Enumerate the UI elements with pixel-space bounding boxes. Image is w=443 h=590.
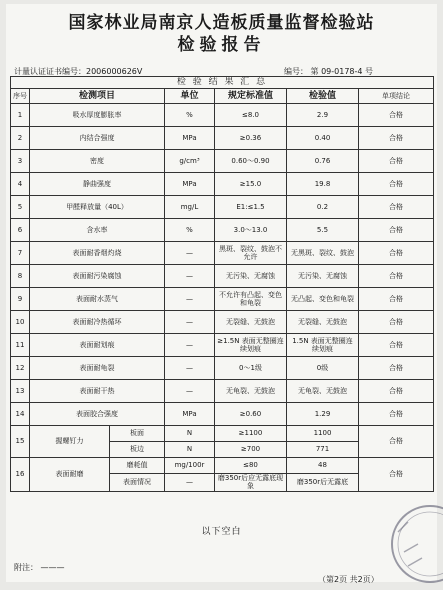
blank-below-note: 以下空白 xyxy=(201,527,242,537)
row-judgement: 合格 xyxy=(359,458,434,492)
row-unit: mg/L xyxy=(165,196,215,219)
row-seq: 14 xyxy=(11,403,30,426)
row-unit: — xyxy=(165,311,215,334)
table-row xyxy=(11,173,434,196)
summary-title: 检 验 结 果 汇 总 xyxy=(11,77,434,89)
row-item: 含水率 xyxy=(30,219,165,242)
row-judgement: 合格 xyxy=(359,311,434,334)
row-unit: g/cm³ xyxy=(165,150,215,173)
row-judgement: 合格 xyxy=(359,242,434,265)
row-value: 0.2 xyxy=(287,196,359,219)
row-spec: ≥700 xyxy=(215,442,287,458)
row-seq: 11 xyxy=(11,334,30,357)
row-item: 表面耐干热 xyxy=(30,380,165,403)
row-spec: ≥0.36 xyxy=(215,127,287,150)
row-seq: 1 xyxy=(11,104,30,127)
row-subitem: 板面 xyxy=(110,426,165,442)
row-judgement: 合格 xyxy=(359,219,434,242)
row-seq: 13 xyxy=(11,380,30,403)
row-judgement: 合格 xyxy=(359,426,434,458)
row-spec: ≥15.0 xyxy=(215,173,287,196)
seal-image xyxy=(378,492,443,586)
row-spec: E1:≤1.5 xyxy=(215,196,287,219)
summary-row xyxy=(11,77,434,89)
row-unit: — xyxy=(165,242,215,265)
certificate-number: 计量认证证书编号：2006000626V xyxy=(14,67,143,76)
row-judgement: 合格 xyxy=(359,265,434,288)
row-judgement: 合格 xyxy=(359,334,434,357)
row-judgement: 合格 xyxy=(359,357,434,380)
row-value: 0级 xyxy=(287,357,359,380)
row-spec: 无污染、无腐蚀 xyxy=(215,265,287,288)
row-seq: 2 xyxy=(11,127,30,150)
row-value: 1.29 xyxy=(287,403,359,426)
row-value: 无凸起、变色和龟裂 xyxy=(287,288,359,311)
results-table xyxy=(10,76,434,492)
row-value: 0.76 xyxy=(287,150,359,173)
row-spec: 不允许有凸起、变色和龟裂 xyxy=(215,288,287,311)
row-spec: 磨350r后应无露底现象 xyxy=(215,474,287,492)
row-item: 表面耐磨 xyxy=(30,458,110,492)
row-value: 无裂缝、无鼓泡 xyxy=(287,311,359,334)
row-item: 表面耐冷热循环 xyxy=(30,311,165,334)
row-unit: — xyxy=(165,474,215,492)
table-row xyxy=(11,219,434,242)
row-item: 握螺钉力 xyxy=(30,426,110,458)
row-unit: — xyxy=(165,380,215,403)
table-row xyxy=(11,357,434,380)
row-unit: N xyxy=(165,426,215,442)
row-value: 磨350r后无露底 xyxy=(287,474,359,492)
row-judgement: 合格 xyxy=(359,150,434,173)
col-header-item: 检测项目 xyxy=(30,89,165,104)
row-item: 密度 xyxy=(30,150,165,173)
row-unit: MPa xyxy=(165,127,215,150)
row-unit: — xyxy=(165,334,215,357)
row-spec: ≥0.60 xyxy=(215,403,287,426)
row-value: 19.8 xyxy=(287,173,359,196)
row-judgement: 合格 xyxy=(359,127,434,150)
row-judgement: 合格 xyxy=(359,288,434,311)
report-page xyxy=(6,4,437,582)
row-seq: 9 xyxy=(11,288,30,311)
row-spec: 黑斑、裂纹、鼓泡不允许 xyxy=(215,242,287,265)
row-seq: 8 xyxy=(11,265,30,288)
official-seal xyxy=(378,492,443,590)
remarks-label: 附注： xyxy=(14,563,38,572)
row-spec: 无裂缝、无鼓泡 xyxy=(215,311,287,334)
row-judgement: 合格 xyxy=(359,104,434,127)
row-unit: N xyxy=(165,442,215,458)
remarks-value: ——— xyxy=(40,563,65,572)
table-row xyxy=(11,403,434,426)
row-spec: ≤80 xyxy=(215,458,287,474)
col-header-seq: 序号 xyxy=(11,89,30,104)
row-item: 表面耐划痕 xyxy=(30,334,165,357)
row-value: 0.40 xyxy=(287,127,359,150)
row-unit: MPa xyxy=(165,173,215,196)
row-subitem: 表面情况 xyxy=(110,474,165,492)
col-header-judgement: 单项结论 xyxy=(359,89,434,104)
row-seq: 6 xyxy=(11,219,30,242)
row-item: 内结合强度 xyxy=(30,127,165,150)
row-subitem: 磨耗值 xyxy=(110,458,165,474)
table-row xyxy=(11,380,434,403)
row-value: 771 xyxy=(287,442,359,458)
row-judgement: 合格 xyxy=(359,380,434,403)
col-header-spec: 规定标准值 xyxy=(215,89,287,104)
row-item: 表面耐香烟灼烧 xyxy=(30,242,165,265)
row-judgement: 合格 xyxy=(359,196,434,219)
col-header-value: 检验值 xyxy=(287,89,359,104)
row-unit: mg/100r xyxy=(165,458,215,474)
table-row xyxy=(11,196,434,219)
table-row xyxy=(11,242,434,265)
row-value: 1.5N 表面无整圈连续划痕 xyxy=(287,334,359,357)
header-row xyxy=(11,89,434,104)
row-spec: ≥1100 xyxy=(215,426,287,442)
page-number: （第2页 共2页） xyxy=(318,575,379,584)
row-item: 静曲强度 xyxy=(30,173,165,196)
row-value: 无黑斑、裂纹、鼓泡 xyxy=(287,242,359,265)
row-seq: 7 xyxy=(11,242,30,265)
row-unit: % xyxy=(165,219,215,242)
table-row xyxy=(11,150,434,173)
table-row xyxy=(11,426,434,442)
row-judgement: 合格 xyxy=(359,173,434,196)
remarks xyxy=(14,562,65,573)
row-value: 48 xyxy=(287,458,359,474)
row-spec: ≤8.0 xyxy=(215,104,287,127)
row-seq: 16 xyxy=(11,458,30,492)
table-row xyxy=(11,288,434,311)
row-spec: 3.0～13.0 xyxy=(215,219,287,242)
row-unit: % xyxy=(165,104,215,127)
table-row xyxy=(11,104,434,127)
station-title: 国家林业局南京人造板质量监督检验站 xyxy=(68,13,375,33)
col-header-unit: 单位 xyxy=(165,89,215,104)
row-seq: 10 xyxy=(11,311,30,334)
row-item: 表面耐污染腐蚀 xyxy=(30,265,165,288)
row-judgement: 合格 xyxy=(359,403,434,426)
row-value: 1100 xyxy=(287,426,359,442)
row-item: 表面耐水蒸气 xyxy=(30,288,165,311)
table-row xyxy=(11,265,434,288)
row-spec: 0～1级 xyxy=(215,357,287,380)
table-row xyxy=(11,458,434,474)
table-row xyxy=(11,311,434,334)
report-number: 编号： 第 09-0178-4 号 xyxy=(284,67,374,76)
row-item: 表面胶合强度 xyxy=(30,403,165,426)
row-unit: MPa xyxy=(165,403,215,426)
row-seq: 3 xyxy=(11,150,30,173)
row-seq: 4 xyxy=(11,173,30,196)
table-row xyxy=(11,334,434,357)
row-seq: 12 xyxy=(11,357,30,380)
row-item: 表面耐龟裂 xyxy=(30,357,165,380)
row-item: 吸水厚度膨胀率 xyxy=(30,104,165,127)
table-row xyxy=(11,127,434,150)
row-value: 2.9 xyxy=(287,104,359,127)
row-seq: 15 xyxy=(11,426,30,458)
row-value: 5.5 xyxy=(287,219,359,242)
row-spec: 无龟裂、无鼓泡 xyxy=(215,380,287,403)
row-unit: — xyxy=(165,288,215,311)
row-subitem: 板边 xyxy=(110,442,165,458)
row-value: 无龟裂、无鼓泡 xyxy=(287,380,359,403)
row-value: 无污染、无腐蚀 xyxy=(287,265,359,288)
report-title: 检验报告 xyxy=(177,35,266,55)
row-unit: — xyxy=(165,265,215,288)
row-unit: — xyxy=(165,357,215,380)
row-seq: 5 xyxy=(11,196,30,219)
row-item: 甲醛释放量（40L） xyxy=(30,196,165,219)
row-spec: 0.60～0.90 xyxy=(215,150,287,173)
row-spec: ≥1.5N 表面无整圈连续划痕 xyxy=(215,334,287,357)
